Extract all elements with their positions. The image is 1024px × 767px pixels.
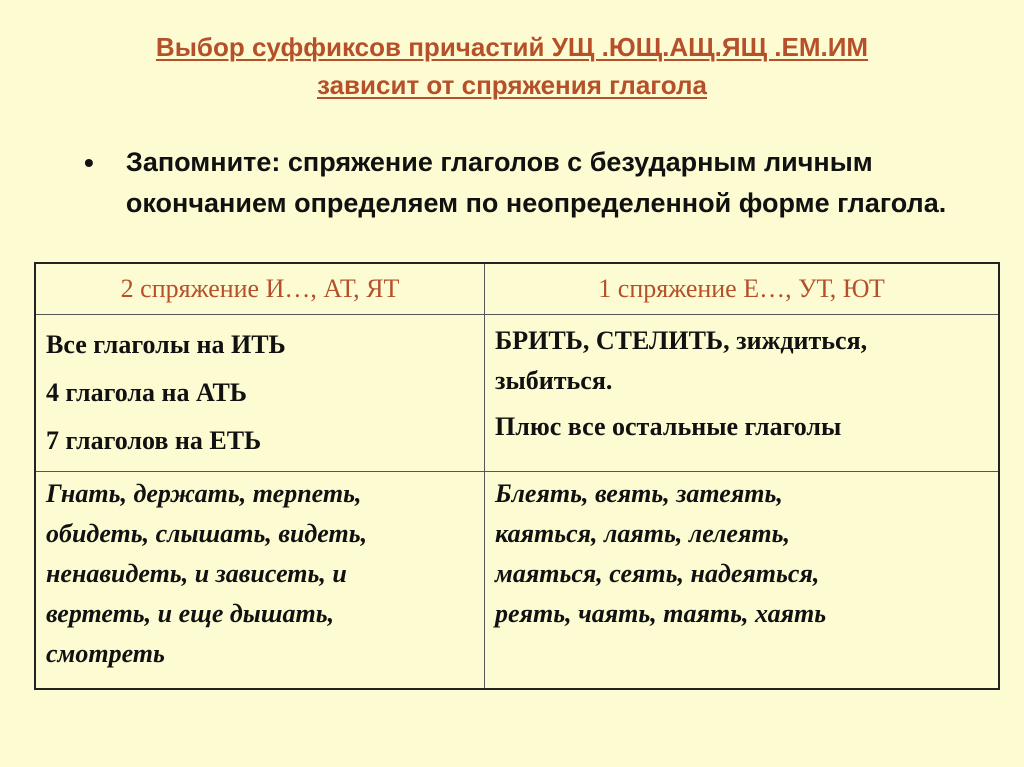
example-line: Блеять, веять, затеять, [495,479,783,508]
rule-line: 7 глаголов на ЕТЬ [46,426,262,455]
title-line-1: Выбор суффиксов причастий УЩ .ЮЩ.АЩ.ЯЩ .ЕМ.ИМ [155,32,869,62]
example-line: маяться, сеять, надеяться, [495,559,820,588]
example-line: ненавидеть, и зависеть, и [46,559,347,588]
bullet-text: Запомните: спряжение глаголов с безударным личным окончанием определяем по неопределенной форме глагола. [125,147,947,218]
example-line: вертеть, и еще дышать, [46,599,335,628]
rules-second-conjugation [35,315,485,472]
bullet-item [84,142,984,224]
example-line: обидеть, слышать, видеть, [46,519,368,548]
conjugation-table [34,262,1000,690]
example-line: каяться, лаять, лелеять, [495,519,790,548]
rule-line: Плюс все остальные глаголы [495,412,842,441]
table-header-row [35,263,999,315]
header-first-conjugation: 1 спряжение Е…, УТ, ЮТ [485,263,999,315]
example-line: смотреть [46,639,165,668]
header-second-conjugation: 2 спряжение И…, АТ, ЯТ [35,263,485,315]
rule-line: Все глаголы на ИТЬ [46,330,286,359]
rules-first-conjugation [485,315,999,472]
slide-title [0,28,1024,104]
bullet-marker: • [84,147,94,178]
rule-line: 4 глагола на АТЬ [46,378,247,407]
example-line: Гнать, держать, терпеть, [46,479,362,508]
exceptions-first-conjugation [485,472,999,690]
example-line: реять, чаять, таять, хаять [495,599,827,628]
table-row [35,315,999,472]
rule-line: БРИТЬ, СТЕЛИТЬ, зиждиться, [495,326,868,355]
title-line-2: зависит от спряжения глагола [317,70,707,100]
table-row [35,472,999,690]
rule-line: зыбиться. [495,366,613,395]
exceptions-second-conjugation [35,472,485,690]
